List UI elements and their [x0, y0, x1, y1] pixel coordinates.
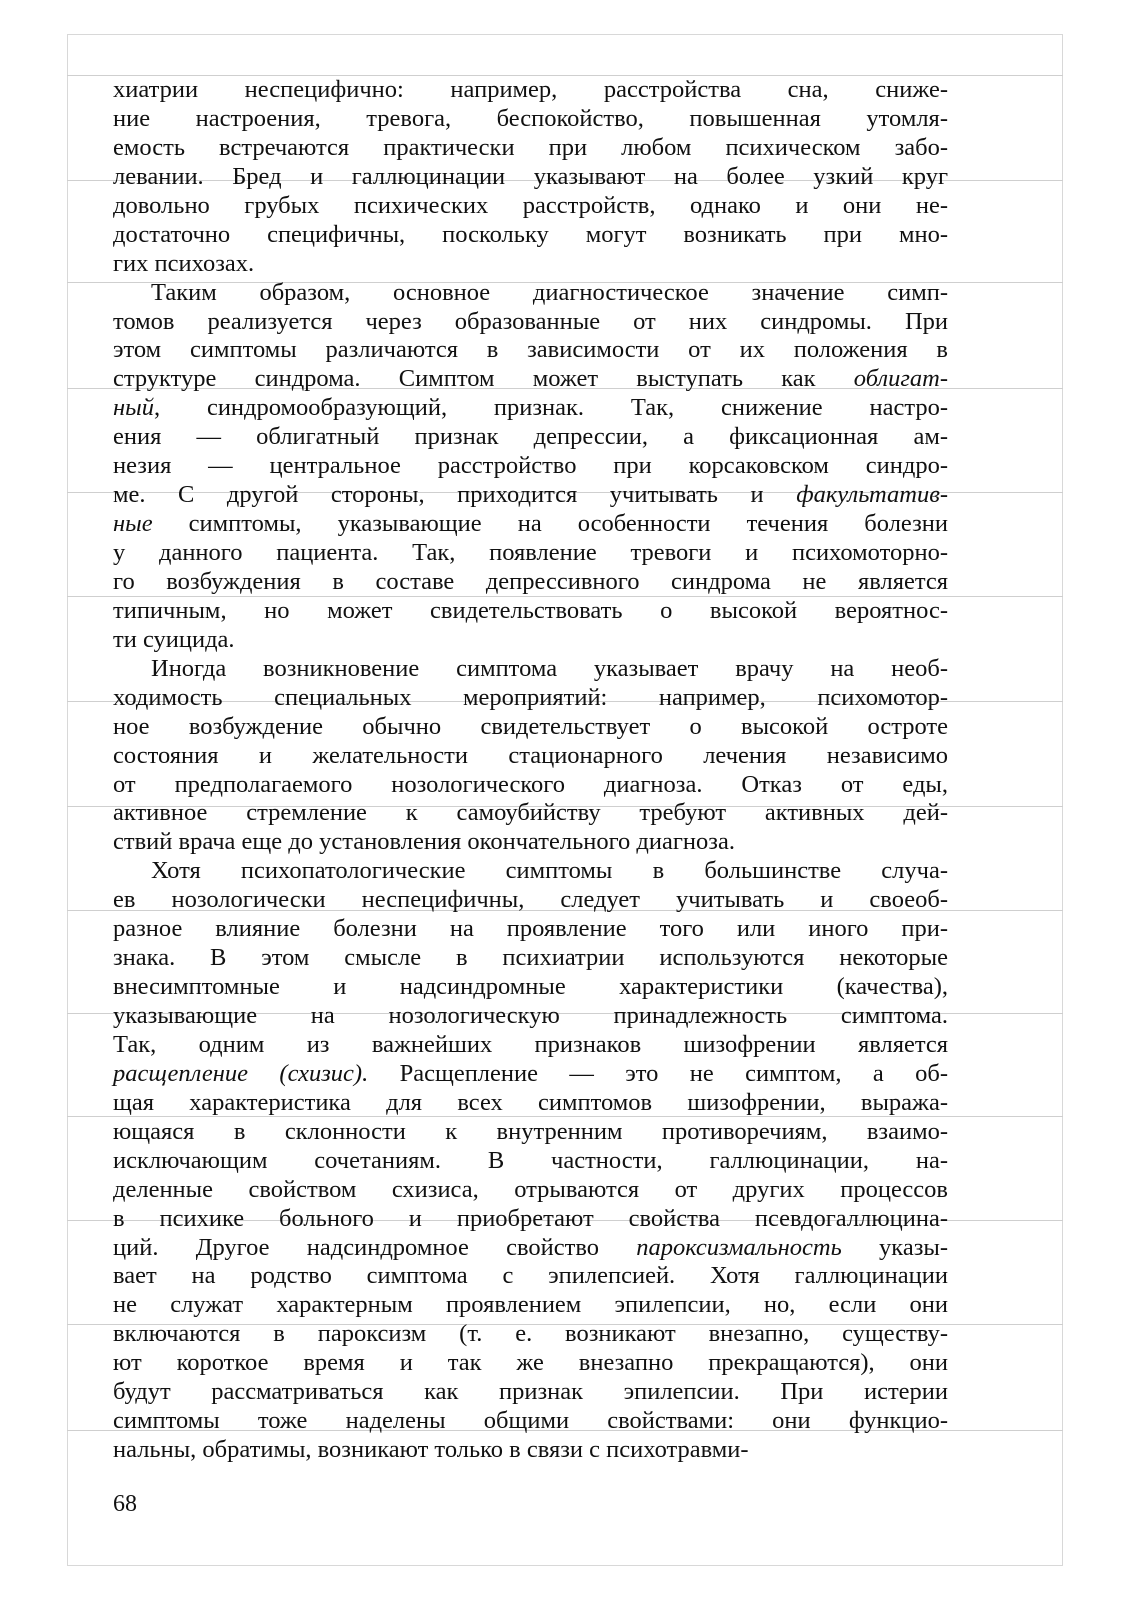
- text-segment: включаются в пароксизм (т. е. возникают внезапно, существу-: [113, 1320, 948, 1348]
- text-segment: внесимптомные и надсиндромные характеристики (качества),: [113, 973, 948, 1001]
- text-segment: довольно грубых психических расстройств, однако и они не-: [113, 191, 948, 219]
- text-line: [113, 308, 948, 337]
- text-line: [113, 1234, 948, 1263]
- text-line: [113, 1002, 948, 1031]
- text-segment: в психике больного и приобретают свойства псевдогаллюцина-: [113, 1204, 948, 1232]
- text-segment: емость встречаются практически при любом психическом забо-: [113, 133, 948, 161]
- text-line: [113, 973, 948, 1002]
- text-segment: ти суицида.: [113, 625, 235, 653]
- text-segment: симптомы тоже наделены общими свойствами: они функцио-: [113, 1407, 948, 1435]
- text-line: [113, 944, 948, 973]
- text-line: [113, 684, 948, 713]
- italic-term: факультатив-: [796, 481, 948, 509]
- italic-term: ные: [113, 510, 153, 538]
- text-segment: ное возбуждение обычно свидетельствует о высокой остроте: [113, 712, 948, 740]
- text-line: [113, 539, 948, 568]
- text-line: [113, 828, 948, 857]
- text-segment: структуре синдрома. Симптом может выступать как: [113, 365, 854, 393]
- text-line: [113, 76, 948, 105]
- text-line: [113, 163, 948, 192]
- text-line: [113, 1031, 948, 1060]
- text-line: [113, 771, 948, 800]
- text-line: [113, 1407, 948, 1436]
- text-segment: хиатрии неспецифично: например, расстройства сна, сниже-: [113, 76, 948, 103]
- italic-term: расщепление (схизис).: [113, 1059, 369, 1087]
- text-line: [113, 1147, 948, 1176]
- text-line: [113, 365, 948, 394]
- text-segment: у данного пациента. Так, появление тревоги и психомоторно-: [113, 539, 948, 566]
- body-text: [113, 76, 948, 1465]
- paragraph: [113, 857, 948, 1465]
- text-line: [113, 713, 948, 742]
- text-line: [113, 423, 948, 452]
- paragraph: [113, 279, 948, 655]
- text-line: [113, 626, 948, 655]
- italic-term: ный: [113, 394, 154, 422]
- text-line: [113, 510, 948, 539]
- text-segment: знака. В этом смысле в психиатрии используются некоторые: [113, 944, 948, 972]
- text-line: [113, 799, 948, 828]
- text-segment: Таким образом, основное диагностическое значение симп-: [151, 278, 948, 306]
- text-line: [113, 336, 948, 365]
- text-segment: деленные свойством схизиса, отрываются от других процессов: [113, 1175, 948, 1203]
- text-line: [113, 481, 948, 510]
- text-segment: достаточно специфичны, поскольку могут возникать при мно-: [113, 220, 948, 248]
- text-line: [113, 655, 948, 684]
- text-line: [113, 279, 948, 308]
- text-line: [113, 857, 948, 886]
- text-line: [113, 250, 948, 279]
- text-segment: ходимость специальных мероприятий: например, психомотор-: [113, 683, 948, 711]
- text-segment: Хотя психопатологические симптомы в большинстве случа-: [151, 857, 948, 885]
- text-segment: ения — облигатный признак депрессии, а фиксационная ам-: [113, 423, 948, 451]
- text-segment: гих психозах.: [113, 249, 255, 277]
- text-segment: ев нозологически неспецифичны, следует учитывать и своеоб-: [113, 886, 948, 914]
- text-line: [113, 1089, 948, 1118]
- text-segment: томов реализуется через образованные от них синдромы. При: [113, 307, 948, 335]
- text-segment: будут рассматриваться как признак эпилепсии. При истерии: [113, 1378, 948, 1406]
- text-segment: вает на родство симптома с эпилепсией. Хотя галлюцинации: [113, 1262, 948, 1290]
- text-line: [113, 1349, 948, 1378]
- text-line: [113, 105, 948, 134]
- paragraph: [113, 76, 948, 279]
- text-line: [113, 597, 948, 626]
- text-segment: Иногда возникновение симптома указывает врачу на необ-: [151, 654, 948, 682]
- text-segment: ют короткое время и так же внезапно прекращаются), они: [113, 1349, 948, 1377]
- text-segment: указывающие на нозологическую принадлежность симптома.: [113, 1002, 948, 1029]
- text-line: [113, 192, 948, 221]
- text-segment: симптомы, указывающие на особенности течения болезни: [152, 510, 948, 538]
- text-segment: состояния и желательности стационарного лечения независимо: [113, 741, 948, 769]
- text-segment: щая характеристика для всех симптомов шизофрении, выража-: [113, 1088, 948, 1116]
- text-line: [113, 1436, 948, 1465]
- text-line: [113, 221, 948, 250]
- text-segment: , синдромообразующий, признак. Так, снижение настро-: [154, 394, 948, 422]
- text-segment: указы-: [841, 1233, 948, 1261]
- text-line: [113, 1320, 948, 1349]
- text-segment: типичным, но может свидетельствовать о высокой вероятнос-: [113, 596, 948, 624]
- text-line: [113, 742, 948, 771]
- text-segment: левании. Бред и галлюцинации указывают на более узкий круг: [113, 162, 948, 190]
- text-segment: Расщепление — это не симптом, а об-: [368, 1059, 948, 1087]
- text-segment: этом симптомы различаются в зависимости от их положения в: [113, 336, 948, 364]
- text-segment: ние настроения, тревога, беспокойство, повышенная утомля-: [113, 104, 948, 132]
- text-line: [113, 1378, 948, 1407]
- text-line: [113, 134, 948, 163]
- text-segment: ме. С другой стороны, приходится учитывать и: [113, 481, 797, 509]
- text-segment: ющаяся в склонности к внутренним противоречиям, взаимо-: [113, 1117, 948, 1145]
- text-segment: го возбуждения в составе депрессивного синдрома не является: [113, 567, 948, 595]
- text-line: [113, 394, 948, 423]
- text-line: [113, 1118, 948, 1147]
- italic-term: облигат-: [853, 365, 948, 393]
- text-segment: нальны, обратимы, возникают только в связи с психотравми-: [113, 1436, 749, 1464]
- text-line: [113, 1291, 948, 1320]
- italic-term: пароксизмальность: [636, 1233, 842, 1261]
- text-segment: ций. Другое надсиндромное свойство: [113, 1233, 637, 1261]
- text-segment: Так, одним из важнейших признаков шизофрении является: [113, 1030, 948, 1058]
- text-segment: не служат характерным проявлением эпилепсии, но, если они: [113, 1291, 948, 1319]
- text-line: [113, 568, 948, 597]
- text-line: [113, 1262, 948, 1291]
- paragraph: [113, 655, 948, 858]
- text-segment: от предполагаемого нозологического диагноза. Отказ от еды,: [113, 770, 948, 798]
- text-segment: ствий врача еще до установления окончательного диагноза.: [113, 828, 735, 856]
- text-line: [113, 452, 948, 481]
- page-number: 68: [113, 1491, 137, 1517]
- text-line: [113, 1060, 948, 1089]
- text-segment: разное влияние болезни на проявление того или иного при-: [113, 915, 948, 943]
- text-segment: незия — центральное расстройство при корсаковском синдро-: [113, 452, 948, 480]
- text-segment: исключающим сочетаниям. В частности, галлюцинации, на-: [113, 1146, 948, 1174]
- text-line: [113, 1176, 948, 1205]
- text-segment: активное стремление к самоубийству требуют активных дей-: [113, 799, 948, 827]
- text-line: [113, 886, 948, 915]
- text-line: [113, 1205, 948, 1234]
- text-line: [113, 915, 948, 944]
